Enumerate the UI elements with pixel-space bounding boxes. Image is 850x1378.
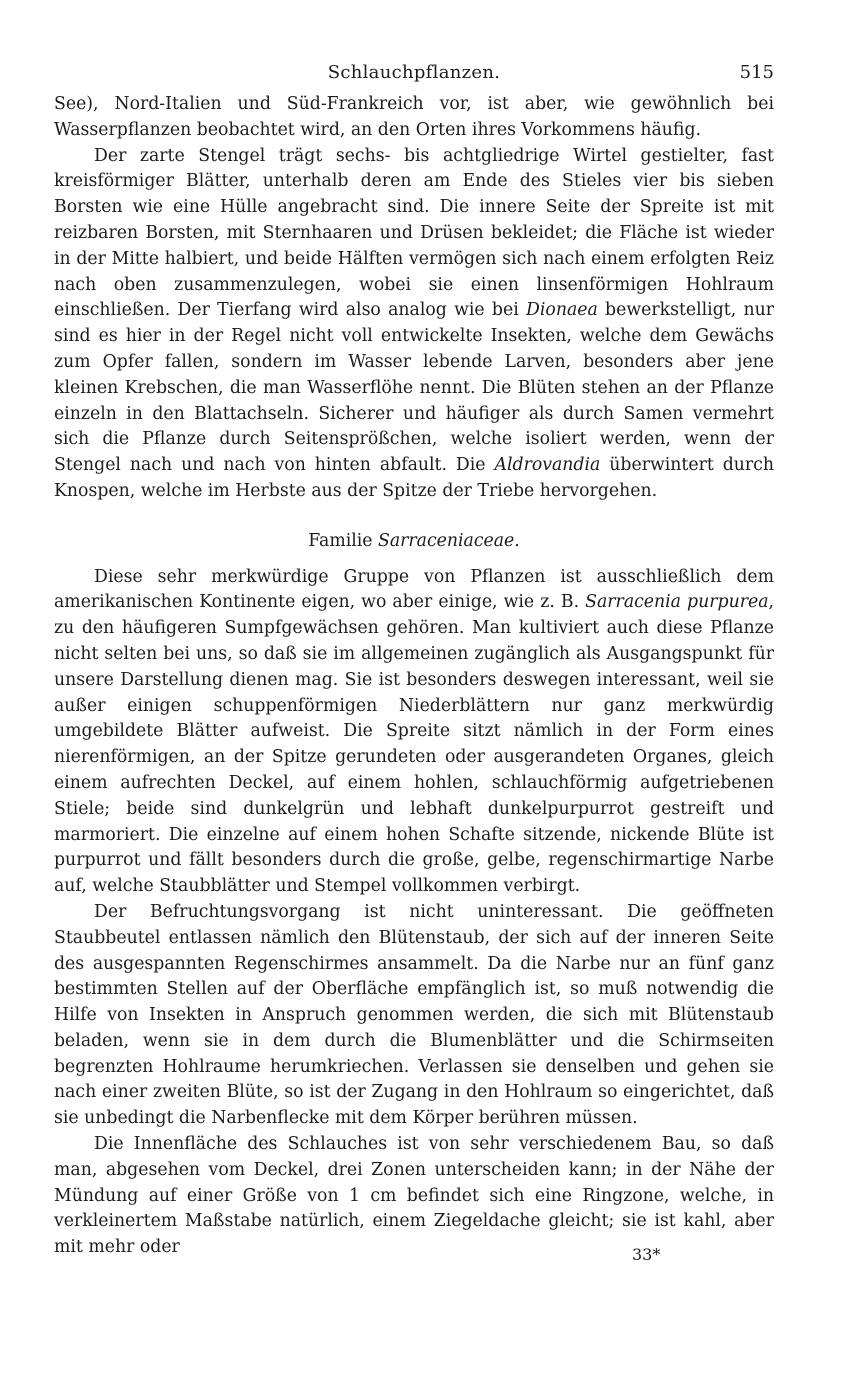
section-heading — [54, 529, 774, 555]
text-run: bewerkstelligt, nur sind es hier in der Regel nicht voll entwickelte Insekten, welche dem Gewächs zum Opfer fallen, sondern im Wasser lebende Larven, besonders aber jene kleinen Krebschen, die man Wasserflöhe nennt. Die Blüten stehen an der Pflanze einzeln in den Blattachseln. Sicherer und häufiger als durch Samen vermehrt sich die Pflanze durch Seitensprößchen, welche isoliert werden, wenn der Stengel nach und nach von hinten abfault. Die — [54, 300, 775, 476]
paragraph — [54, 1132, 774, 1261]
signature-mark: 33* — [632, 1245, 661, 1264]
text-run: Die Innenfläche des Schlauches ist von sehr verschiedenem Bau, so daß man, abgesehen vom Deckel, drei Zonen unterscheiden kann; in der Nähe der Mündung auf einer Größe von 1 cm befindet sich eine Ringzone, welche, in verkleinertem Maßstabe natürlich, einem Ziegeldache gleicht; sie ist kahl, aber mit mehr oder — [54, 1134, 774, 1258]
text-run: überwintert durch Knospen, welche im Herbste aus der Spitze der Triebe hervorgehen. — [54, 455, 774, 501]
paragraph — [54, 900, 774, 1132]
text-run: Der Befruchtungsvorgang ist nicht uninteressant. Die geöffneten Staubbeutel entlassen nämlich den Blütenstaub, der sich auf der inneren Seite des ausgespannten Regenschirmes ansammelt. Da die Narbe nur an fünf ganz bestimmten Stellen auf der Oberfläche empfänglich ist, so muß notwendig die Hilfe von Insekten in Anspruch genommen werden, die sich mit Blütenstaub beladen, wenn sie in dem durch die Blumenblätter und die Schirmseiten begrenzten Hohlraume herumkriechen. Verlassen sie denselben und gehen sie nach einer zweiten Blüte, so ist der Zugang in den Hohlraum so eingerichtet, daß sie unbedingt die Narbenflecke mit dem Körper berühren müssen. — [54, 901, 774, 1129]
body-text — [54, 92, 774, 1261]
page-number: 515 — [739, 62, 774, 83]
text-run: Der zarte Stengel trägt sechs- bis achtgliedrige Wirtel gestielter, fast kreisförmiger Blätter, unterhalb deren am Ende des Stieles vier bis sieben Borsten wie eine Hülle angebracht sind. Die innere Seite der Spreite ist mit reizbaren Borsten, mit Sternhaaren und Drüsen bekleidet; die Fläche ist wieder in der Mitte halbiert, und beide Hälften vermögen sich nach einem erfolgten Reiz nach oben zusammenzulegen, wobei sie einen linsenförmigen Hohlraum einschließen. Der Tierfang wird also analog wie bei — [54, 145, 774, 321]
italic-term: Dionaea — [526, 300, 598, 321]
italic-term: Aldrovandia — [494, 455, 601, 476]
text-run: Diese sehr merkwürdige Gruppe von Pflanzen ist ausschließlich dem amerikanischen Kontinente eigen, wo aber einige, wie z. B. — [54, 566, 774, 613]
italic-term: Sarracenia purpurea — [585, 592, 769, 613]
page-header — [54, 62, 774, 92]
running-head: Schlauchpflanzen. — [327, 62, 501, 83]
section-heading-family: Sarraceniaceae. — [378, 530, 520, 551]
text-run: , zu den häufigeren Sumpfgewächsen gehören. Man kultiviert auch diese Pflanze nicht selten bei uns, so daß sie im allgemeinen zugänglich als Ausgangspunkt für unsere Darstellung dienen mag. Sie ist besonders deswegen interessant, weil sie außer einigen schuppenförmigen Niederblättern nur ganz merkwürdig umgebildete Blätter aufweist. Die Spreite sitzt nämlich in der Form eines nierenförmigen, an der Spitze gerundeten oder ausgerandeten Organes, gleich einem aufrechten Deckel, auf einem hohlen, schlauchförmig aufgetriebenen Stiele; beide sind dunkelgrün und lebhaft dunkelpurpurrot gestreift und marmoriert. Die einzelne auf einem hohen Schafte sitzende, nickende Blüte ist purpurrot und fällt besonders durch die große, gelbe, regenschirmartige Narbe auf, welche Staubblätter und Stempel vollkommen verbirgt. — [54, 592, 774, 897]
paragraph — [54, 144, 774, 505]
text-run: See), Nord-Italien und Süd-Frankreich vor, ist aber, wie gewöhnlich bei Wasserpflanzen beobachtet wird, an den Orten ihres Vorkommens häufig. — [54, 94, 774, 140]
section-heading-prefix: Familie — [308, 530, 379, 551]
paragraph — [54, 92, 774, 144]
book-page — [54, 62, 774, 1352]
paragraph — [54, 565, 774, 900]
